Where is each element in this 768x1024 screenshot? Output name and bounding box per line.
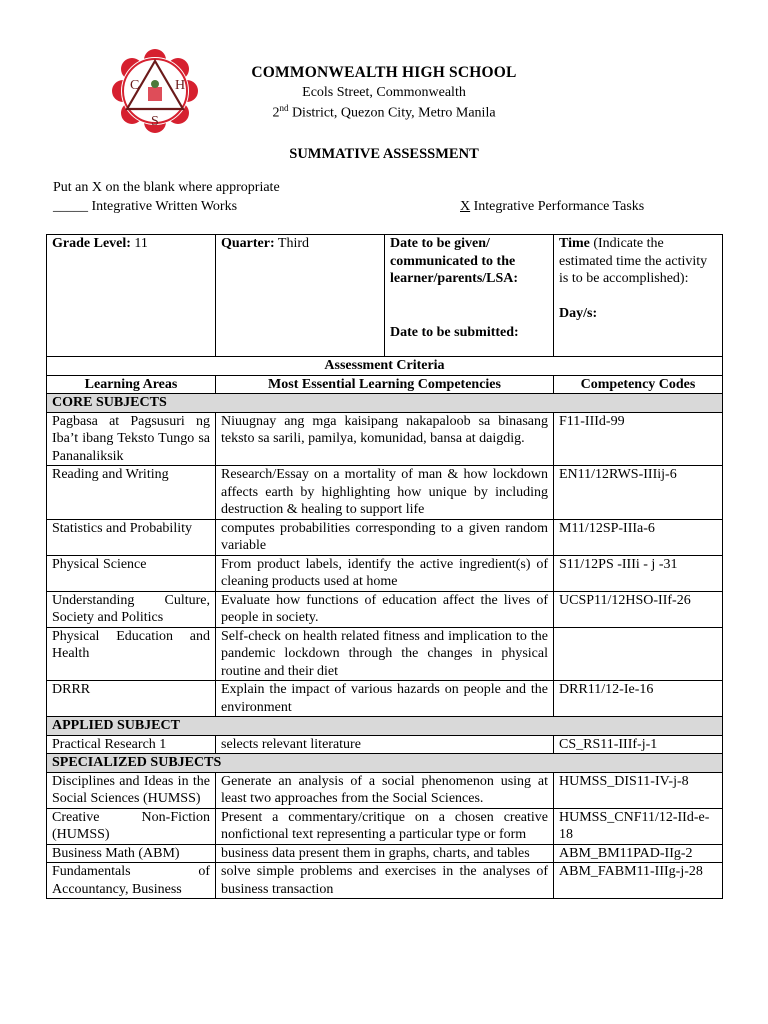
- time-cell: [554, 235, 723, 357]
- competency-code: ABM_FABM11-IIIg-j-28: [554, 863, 723, 899]
- competency-code: UCSP11/12HSO-IIf-26: [554, 591, 723, 627]
- competency-code: [554, 627, 723, 681]
- option-written-works-mark[interactable]: _____: [53, 199, 88, 214]
- competency-code: ABM_BM11PAD-IIg-2: [554, 844, 723, 863]
- subject-row: [47, 772, 723, 808]
- subject-row: [47, 591, 723, 627]
- instructions: Put an X on the blank where appropriate: [53, 180, 280, 195]
- grade-level-value: 11: [130, 236, 148, 251]
- logo-letter-c: C: [130, 78, 140, 93]
- learning-area: Creative Non-Fiction (HUMSS): [47, 808, 216, 844]
- competency: Generate an analysis of a social phenomenon using at least two approaches from the Social Sciences.: [216, 772, 554, 808]
- competency: computes probabilities corresponding to a given random variable: [216, 519, 554, 555]
- competency: Evaluate how functions of education affect the lives of people in society.: [216, 591, 554, 627]
- section-applied: [47, 717, 723, 736]
- section-specialized: [47, 754, 723, 773]
- competency-code: CS_RS11-IIIf-j-1: [554, 735, 723, 754]
- info-row: [47, 235, 723, 357]
- criteria-title: Assessment Criteria: [47, 357, 723, 376]
- date-given-label: Date to be given/ communicated to the learner/parents/LSA:: [390, 236, 519, 286]
- core-subjects-body: [47, 412, 723, 717]
- learning-area: Physical Science: [47, 555, 216, 591]
- learning-area: Practical Research 1: [47, 735, 216, 754]
- applied-subjects-body: [47, 735, 723, 754]
- competency-code: HUMSS_DIS11-IV-j-8: [554, 772, 723, 808]
- section-specialized-label: SPECIALIZED SUBJECTS: [47, 754, 723, 773]
- assessment-table: [46, 234, 723, 899]
- competency: selects relevant literature: [216, 735, 554, 754]
- learning-area: Statistics and Probability: [47, 519, 216, 555]
- learning-area: Business Math (ABM): [47, 844, 216, 863]
- criteria-title-row: [47, 357, 723, 376]
- competency-code: HUMSS_CNF11/12-IId-e-18: [554, 808, 723, 844]
- learning-area: Physical Education and Health: [47, 627, 216, 681]
- competency: Research/Essay on a mortality of man & how lockdown affects earth by highlighting how unique by including destruction & healing to support life: [216, 466, 554, 520]
- quarter-label: Quarter:: [221, 236, 275, 251]
- district-ordinal: nd: [279, 103, 289, 113]
- quarter-value: Third: [274, 236, 310, 251]
- learning-area: Pagbasa at Pagsusuri ng Iba’t ibang Teksto Tungo sa Pananaliksik: [47, 412, 216, 466]
- section-core-label: CORE SUBJECTS: [47, 394, 723, 413]
- subject-row: [47, 735, 723, 754]
- learning-area: Fundamentals of Accountancy, Business: [47, 863, 216, 899]
- subject-row: [47, 555, 723, 591]
- address-line-1: Ecols Street, Commonwealth: [302, 85, 466, 100]
- document-title: SUMMATIVE ASSESSMENT: [289, 146, 479, 162]
- col-codes: Competency Codes: [554, 375, 723, 394]
- competency: Present a commentary/critique on a chosen creative nonfictional text representing a particular type or form: [216, 808, 554, 844]
- district-number: 2: [272, 105, 280, 121]
- competency-code: M11/12SP-IIIa-6: [554, 519, 723, 555]
- competency: Explain the impact of various hazards on people and the environment: [216, 681, 554, 717]
- logo-letter-s: S: [151, 114, 159, 129]
- competency: Niuugnay ang mga kaisipang nakapaloob sa binasang teksto sa sarili, pamilya, komunidad, bansa at daigdig.: [216, 412, 554, 466]
- subject-row: [47, 863, 723, 899]
- competency-code: S11/12PS -IIIi - j -31: [554, 555, 723, 591]
- subject-row: [47, 519, 723, 555]
- dates-cell: [385, 235, 554, 357]
- section-applied-label: APPLIED SUBJECT: [47, 717, 723, 736]
- address-line-2: [180, 103, 588, 122]
- time-note: (Indicate the estimated time the activity is to be accomplished):: [559, 236, 708, 286]
- grade-level-cell: [47, 235, 216, 357]
- subject-row: [47, 627, 723, 681]
- learning-area: Disciplines and Ideas in the Social Sciences (HUMSS): [47, 772, 216, 808]
- competency-code: F11-IIId-99: [554, 412, 723, 466]
- subject-row: [47, 466, 723, 520]
- quarter-cell: [216, 235, 385, 357]
- section-core: [47, 394, 723, 413]
- district-rest: District, Quezon City, Metro Manila: [288, 105, 496, 121]
- days-label: Day/s:: [559, 305, 598, 321]
- col-competencies: Most Essential Learning Competencies: [216, 375, 554, 394]
- option-written-works: [53, 199, 237, 215]
- learning-area: DRRR: [47, 681, 216, 717]
- competency: From product labels, identify the active ingredient(s) of cleaning products used at home: [216, 555, 554, 591]
- specialized-subjects-body: [47, 772, 723, 899]
- competency-code: DRR11/12-Ie-16: [554, 681, 723, 717]
- learning-area: Reading and Writing: [47, 466, 216, 520]
- column-header-row: [47, 375, 723, 394]
- logo-letter-h: H: [175, 78, 186, 93]
- subject-row: [47, 808, 723, 844]
- time-label: Time: [559, 236, 590, 251]
- option-performance-tasks: [460, 199, 644, 215]
- subject-row: [47, 681, 723, 717]
- subject-row: [47, 412, 723, 466]
- school-name: COMMONWEALTH HIGH SCHOOL: [251, 64, 517, 81]
- date-submitted-label: Date to be submitted:: [390, 324, 519, 340]
- competency-code: EN11/12RWS-IIIij-6: [554, 466, 723, 520]
- competency: solve simple problems and exercises in the analyses of business transaction: [216, 863, 554, 899]
- learning-area: Understanding Culture, Society and Politics: [47, 591, 216, 627]
- option-written-works-label: Integrative Written Works: [88, 199, 238, 214]
- grade-level-label: Grade Level:: [52, 236, 131, 251]
- competency: business data present them in graphs, charts, and tables: [216, 844, 554, 863]
- option-performance-tasks-mark[interactable]: X: [460, 199, 471, 214]
- col-learning-areas: Learning Areas: [47, 375, 216, 394]
- option-performance-tasks-label: Integrative Performance Tasks: [470, 199, 645, 214]
- competency: Self-check on health related fitness and implication to the pandemic lockdown through the changes in physical routine and their diet: [216, 627, 554, 681]
- subject-row: [47, 844, 723, 863]
